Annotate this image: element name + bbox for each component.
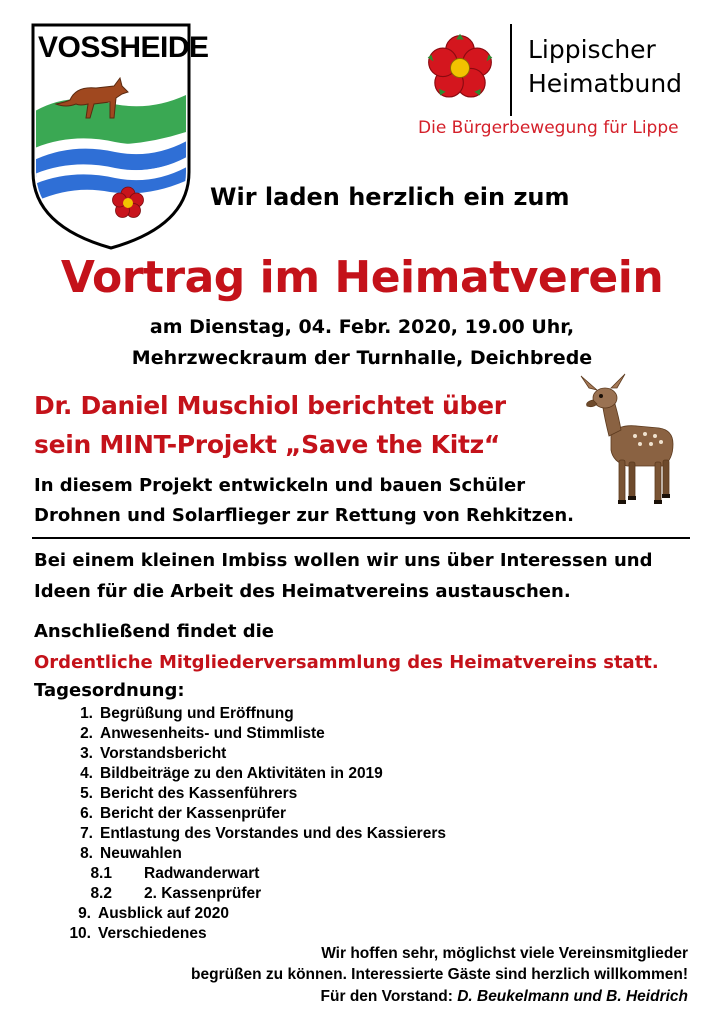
agenda-item-label: Verschiedenes — [98, 925, 207, 942]
agenda-item-number: 9. — [78, 905, 91, 922]
agenda-item-number: 8.1 — [90, 865, 112, 882]
signers: D. Beukelmann und B. Heidrich — [457, 988, 688, 1005]
snack-text-1: Bei einem kleinen Imbiss wollen wir uns über Interessen und — [34, 550, 653, 571]
logo-divider — [510, 24, 512, 116]
agenda-item-number: 4. — [80, 765, 93, 782]
project-description-1: In diesem Projekt entwickeln und bauen Schüler — [34, 475, 526, 496]
agenda-item-label: Entlastung des Vorstandes und des Kassierers — [100, 825, 446, 842]
closing-signature — [321, 986, 688, 1008]
agenda-item-label: Ausblick auf 2020 — [98, 905, 229, 922]
agenda-item-number: 2. — [80, 725, 93, 742]
agenda-title: Tagesordnung: — [34, 680, 185, 701]
closing-line-2: begrüßen zu können. Interessierte Gäste sind herzlich willkommen! — [191, 966, 688, 983]
signature-prefix: Für den Vorstand: — [320, 988, 458, 1005]
agenda-item-label: 2. Kassenprüfer — [144, 885, 262, 902]
page-title: Vortrag im Heimatverein — [60, 252, 664, 303]
divider — [32, 537, 690, 539]
agenda-item-number: 8. — [80, 845, 93, 862]
agenda-item-number: 1. — [80, 705, 93, 722]
agenda-item-label: Anwesenheits- und Stimmliste — [100, 725, 325, 742]
project-description-2: Drohnen und Solarflieger zur Rettung von Rehkitzen. — [34, 505, 574, 526]
heimatbund-name-line2: Heimatbund — [528, 69, 683, 98]
heimatbund-tagline: Die Bürgerbewegung für Lippe — [418, 118, 679, 138]
agenda-item-label: Radwanderwart — [144, 865, 260, 882]
after-text: Anschließend findet die — [34, 621, 274, 642]
fawn-image — [575, 372, 685, 512]
agenda-item-label: Neuwahlen — [100, 845, 182, 862]
crest-title: VOSSHEIDE — [38, 31, 209, 64]
agenda-item-number: 8.2 — [90, 885, 112, 902]
agenda-item-label: Bericht der Kassenprüfer — [100, 805, 287, 822]
agenda-item-label: Bericht des Kassenführers — [100, 785, 298, 802]
event-location: Mehrzweckraum der Turnhalle, Deichbrede — [131, 347, 593, 369]
invite-text: Wir laden herzlich ein zum — [210, 183, 570, 211]
agenda-item-number: 7. — [80, 825, 93, 842]
heimatbund-name-line1: Lippischer — [528, 35, 656, 64]
agenda-item-number: 3. — [80, 745, 93, 762]
agenda-item-label: Begrüßung und Eröffnung — [100, 705, 294, 722]
agenda-item-number: 5. — [80, 785, 93, 802]
agenda-item-label: Bildbeiträge zu den Aktivitäten in 2019 — [100, 765, 383, 782]
meeting-title: Ordentliche Mitgliederversammlung des Heimatvereins statt. — [34, 652, 659, 673]
lippe-rose-icon — [422, 30, 498, 106]
agenda-item-number: 10. — [69, 925, 91, 942]
speaker-line-1: Dr. Daniel Muschiol berichtet über — [34, 391, 506, 420]
closing-line-1: Wir hoffen sehr, möglichst viele Vereinsmitglieder — [321, 945, 688, 962]
speaker-line-2: sein MINT-Projekt „Save the Kitz“ — [34, 430, 501, 459]
agenda-item-label: Vorstandsbericht — [100, 745, 227, 762]
snack-text-2: Ideen für die Arbeit des Heimatvereins austauschen. — [34, 581, 571, 602]
agenda-item-number: 6. — [80, 805, 93, 822]
event-date: am Dienstag, 04. Febr. 2020, 19.00 Uhr, — [149, 316, 575, 338]
